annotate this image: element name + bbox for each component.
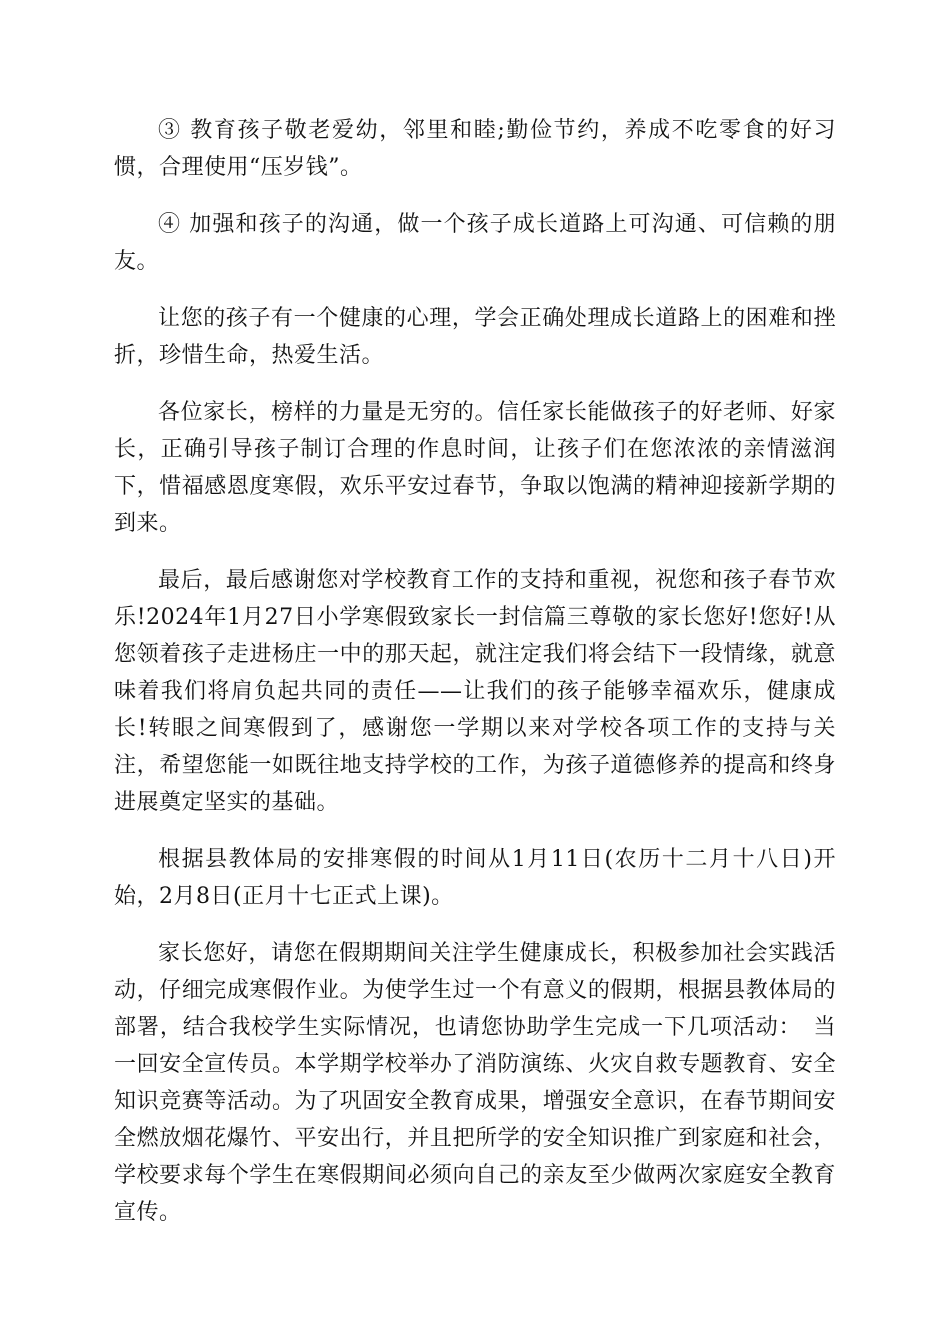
paragraph-closing-letter: 最后，最后感谢您对学校教育工作的支持和重视，祝您和孩子春节欢乐!2024年1月27日小学寒假致家长一封信篇三尊敬的家长您好!您好!从您领着孩子走进杨庄一中的那天起，就注定我们将会结下一段情缘，就意味着我们将肩负起共同的责任——让我们的孩子能够幸福欢乐，健康成长!转眼之间寒假到了，感谢您一学期以来对学校各项工作的支持与关注，希望您能一如既往地支持学校的工作，为孩子道德修养的提高和终身进展奠定坚实的基础。 xyxy=(114,568,836,815)
paragraph-item-4: ④ 加强和孩子的沟通，做一个孩子成长道路上可沟通、可信赖的朋友。 xyxy=(114,212,836,274)
paragraph-role-model: 各位家长，榜样的力量是无穷的。信任家长能做孩子的好老师、好家长，正确引导孩子制订合理的作息时间，让孩子们在您浓浓的亲情滋润下，惜福感恩度寒假，欢乐平安过春节，争取以饱满的精神迎接新学期的到来。 xyxy=(114,400,836,536)
paragraph-item-3: ③ 教育孩子敬老爱幼，邻里和睦;勤俭节约，养成不吃零食的好习惯，合理使用“压岁钱”。 xyxy=(114,118,836,180)
paragraph-holiday-dates: 根据县教体局的安排寒假的时间从1月11日(农历十二月十八日)开始，2月8日(正月十七正式上课)。 xyxy=(114,847,836,909)
paragraph-healthy-mind: 让您的孩子有一个健康的心理，学会正确处理成长道路上的困难和挫折，珍惜生命，热爱生活。 xyxy=(114,306,836,368)
paragraph-holiday-activities: 家长您好，请您在假期期间关注学生健康成长，积极参加社会实践活动，仔细完成寒假作业。为使学生过一个有意义的假期，根据县教体局的部署，结合我校学生实际情况，也请您协助学生完成一下几项活动： 当一回安全宣传员。本学期学校举办了消防演练、火灾自救专题教育、安全知识竞赛等活动。为了巩固安全教育成果，增强安全意识，在春节期间安全燃放烟花爆竹、平安出行，并且把所学的安全知识推广到家庭和社会，学校要求每个学生在寒假期间必须向自己的亲友至少做两次家庭安全教育宣传。 xyxy=(114,941,836,1225)
document-body xyxy=(114,112,836,1251)
